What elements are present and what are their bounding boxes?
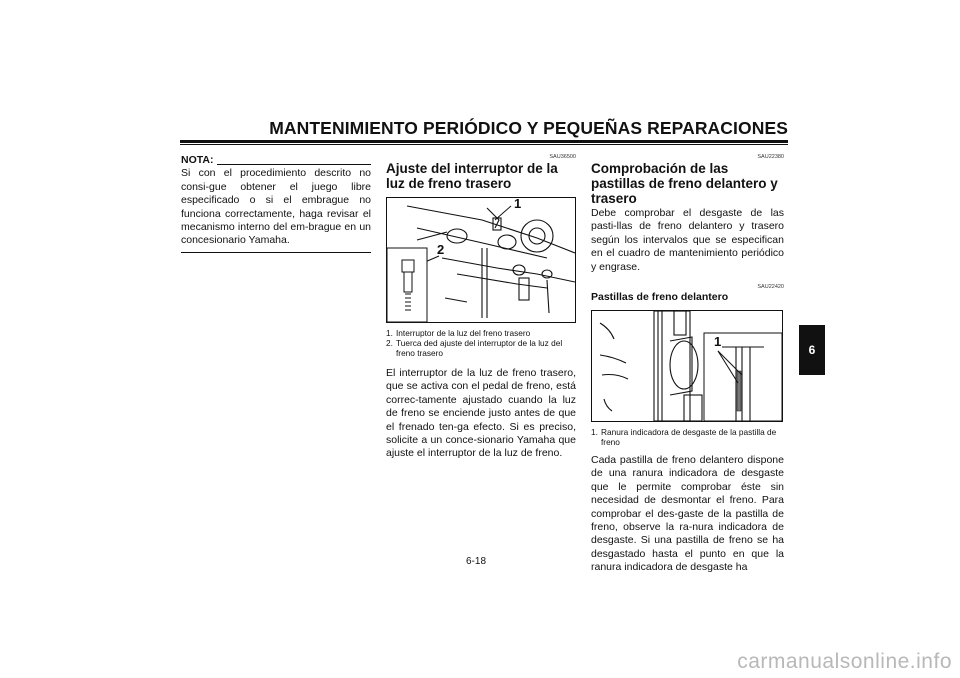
watermark: carmanualsonline.info: [737, 650, 952, 673]
callout-1: 1: [514, 197, 522, 211]
caption-text: Ranura indicadora de desgaste de la pastilla de freno: [601, 427, 777, 448]
note-column: [181, 154, 371, 253]
section-body: Cada pastilla de freno delantero dispone de una ranura indicadora de desgaste que le permite comprobar éste sin necesidad de desmontar el freno. Para comprobar el des-gaste de la pastilla de freno, observe la ra-nura indicadora de desgaste. Si una pastilla de freno se ha desgastado hasta el punto en que la ranura indicadora de desgaste ha: [591, 454, 784, 574]
note-end-rule: [181, 252, 371, 253]
brake-pad-illustration: [592, 311, 782, 421]
caption-text: Tuerca ded ajuste del interruptor de la luz del freno trasero: [396, 338, 563, 358]
header-rule-thin: [180, 144, 788, 145]
header-rule: [180, 140, 788, 143]
figure-caption: [386, 328, 576, 358]
caption-number: 1.: [386, 328, 393, 338]
caption-number: 1.: [591, 427, 598, 438]
brake-switch-section: [386, 154, 576, 461]
section-intro: Debe comprobar el desgaste de las pasti-llas de freno delantero y trasero según los intervalos que se especifican en el cuadro de mantenimiento periódico y engrase.: [591, 207, 784, 273]
caption-item: [386, 328, 576, 338]
chapter-tab: 6: [799, 325, 825, 375]
note-heading: [181, 154, 371, 167]
caption-text: Interruptor de la luz del freno trasero: [396, 328, 531, 338]
callout-2: 2: [437, 242, 445, 257]
caption-item: [591, 427, 784, 447]
caption-number: 2.: [386, 338, 393, 348]
page-header: MANTENIMIENTO PERIÓDICO Y PEQUEÑAS REPARACIONES: [269, 118, 788, 138]
brake-pad-figure: [591, 310, 783, 422]
section-body: El interruptor de la luz de freno trasero, que se activa con el pedal de freno, está correc-tamente ajustado cuando la luz de freno se enciende justo antes de que el frenado ten-ga efecto. Si es preciso, solicite a un conce-sionario Yamaha que ajuste el interruptor de la luz de freno.: [386, 367, 576, 460]
section-code: SAU36500: [549, 154, 576, 160]
subsection-code: SAU22420: [757, 284, 784, 291]
figure-caption: [591, 427, 784, 447]
section-code: SAU22380: [757, 154, 784, 160]
brake-switch-figure: [386, 197, 576, 323]
note-text: Si con el procedimiento descrito no consi-gue obtener el juego libre especificado o si el embrague no funciona correctamente, haga revisar el mecanismo interno del em-brague en un concesionario Yamaha.: [181, 167, 371, 247]
caption-item: [386, 338, 576, 358]
page-number: 6-18: [466, 556, 487, 567]
note-rule: [217, 164, 371, 165]
section-title: Comprobación de las pastillas de freno delantero y trasero: [591, 161, 778, 206]
note-label: NOTA:: [181, 154, 214, 166]
callout-1: 1: [714, 334, 722, 350]
section-title: Ajuste del interruptor de la luz de freno trasero: [386, 161, 558, 191]
subsection-title: Pastillas de freno delantero: [591, 291, 729, 304]
brake-pads-section: [591, 154, 784, 575]
brake-switch-illustration: [387, 198, 575, 322]
